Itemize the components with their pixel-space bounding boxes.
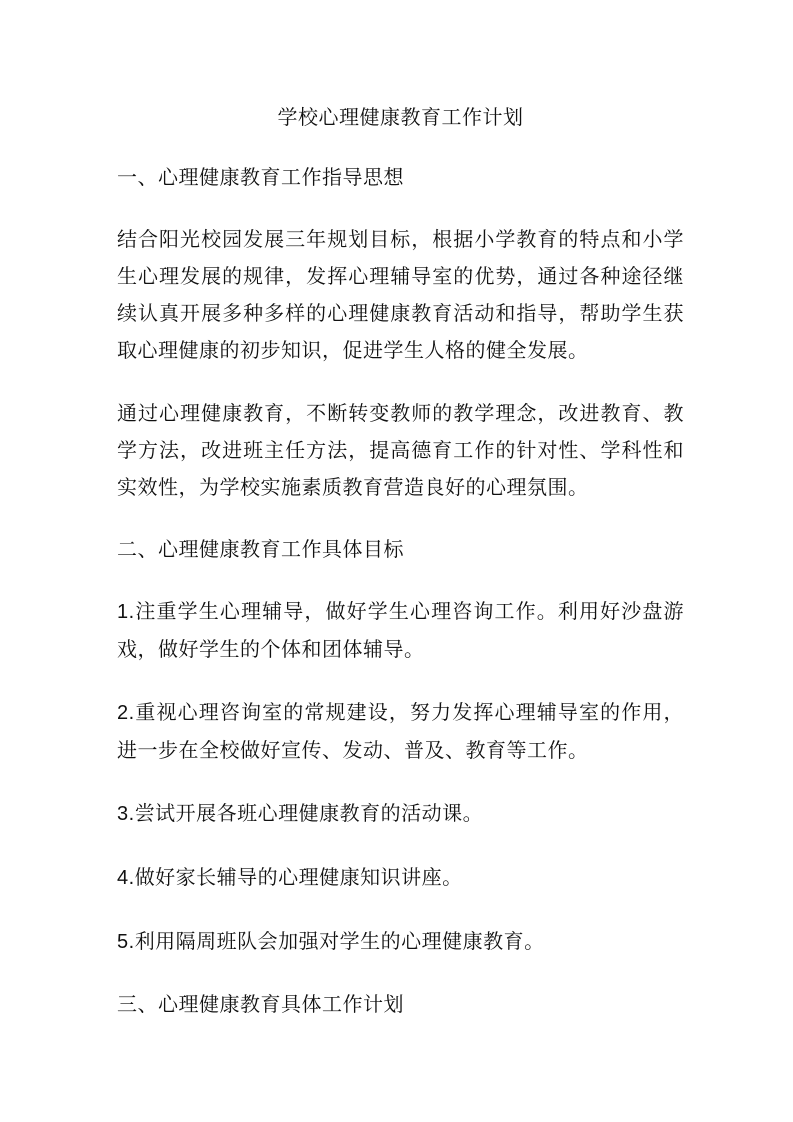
goal-item-text: 利用隔周班队会加强对学生的心理健康教育。	[134, 929, 545, 953]
goal-item-number: 1.	[117, 601, 135, 623]
goal-item-text: 注重学生心理辅导，做好学生心理咨询工作。利用好沙盘游戏，做好学生的个体和团体辅导。	[117, 599, 684, 661]
section-3-heading: 三、心理健康教育具体工作计划	[117, 992, 404, 1016]
section-1-paragraph-1: 结合阳光校园发展三年规划目标，根据小学教育的特点和小学生心理发展的规律，发挥心理辅导室的优势，通过各种途径继续认真开展多种多样的心理健康教育活动和指导，帮助学生获取心理健康的初步知识，促进学生人格的健全发展。	[117, 227, 684, 362]
goal-item-number: 4.	[117, 867, 135, 889]
goal-item-1	[117, 593, 684, 668]
goal-item-5	[117, 923, 684, 961]
section-1-heading: 一、心理健康教育工作指导思想	[117, 165, 404, 189]
goal-item-3	[117, 795, 684, 833]
document-body	[117, 100, 684, 1048]
goal-item-number: 5.	[117, 931, 135, 953]
goal-item-text: 做好家长辅导的心理健康知识讲座。	[134, 865, 463, 889]
goal-item-number: 2.	[117, 702, 135, 724]
goal-item-text: 尝试开展各班心理健康教育的活动课。	[134, 801, 484, 825]
goal-item-number: 3.	[117, 803, 135, 825]
goal-item-text: 重视心理咨询室的常规建设，努力发挥心理辅导室的作用，进一步在全校做好宣传、发动、普及、教育等工作。	[117, 700, 684, 762]
goal-item-2	[117, 694, 684, 769]
section-1-paragraph-2: 通过心理健康教育，不断转变教师的教学理念，改进教育、教学方法，改进班主任方法，提高德育工作的针对性、学科性和实效性，为学校实施素质教育营造良好的心理氛围。	[117, 401, 684, 499]
section-2-heading: 二、心理健康教育工作具体目标	[117, 537, 404, 561]
document-title: 学校心理健康教育工作计划	[277, 105, 524, 129]
goal-item-4	[117, 859, 684, 897]
